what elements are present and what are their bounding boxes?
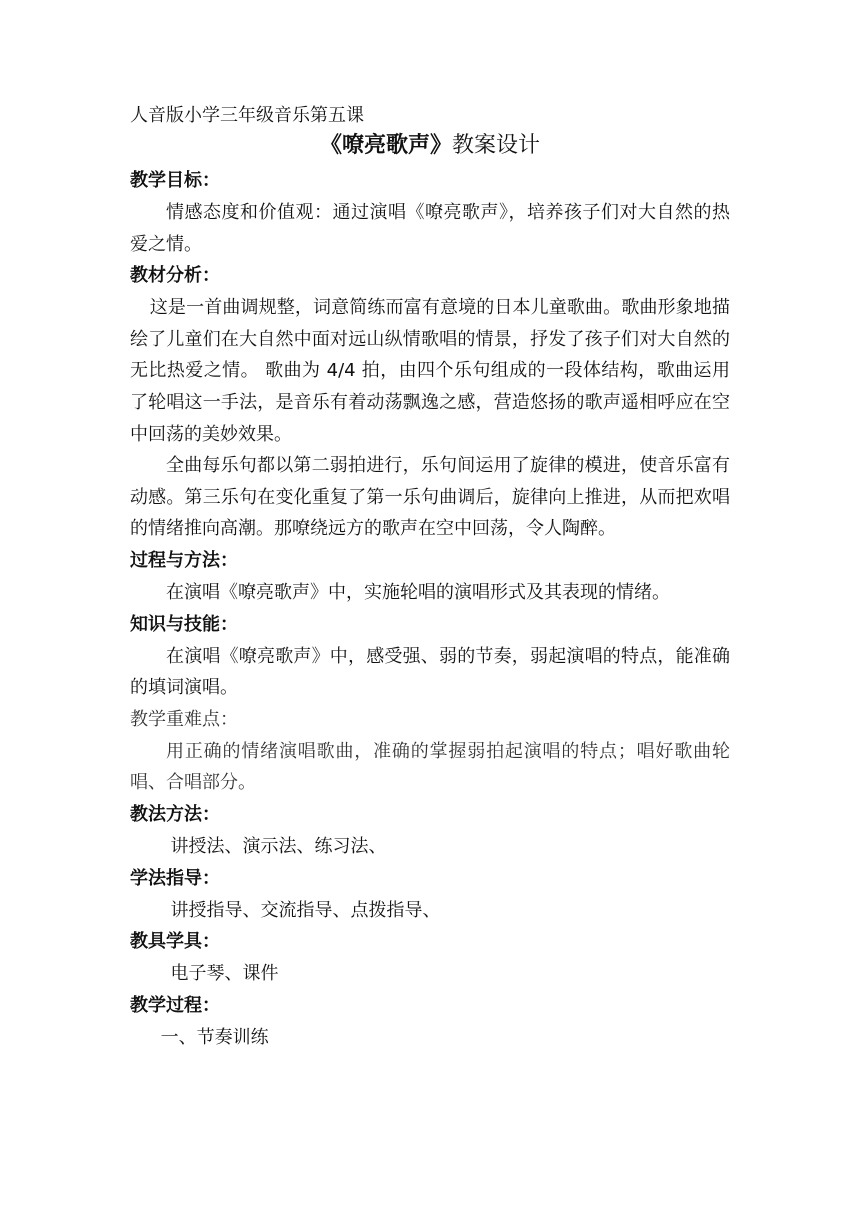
document-title — [130, 131, 730, 165]
learning-guidance-text: 讲授指导、交流指导、点拨指导、 — [170, 899, 441, 921]
knowledge-skill-text: 在演唱《嘹亮歌声》中，感受强、弱的节奏，弱起演唱的特点，能准确的填词演唱。 — [130, 645, 730, 699]
teaching-methods-heading: 教法方法： — [130, 803, 220, 825]
section-key-points — [130, 704, 730, 799]
lesson-plan-document — [130, 103, 730, 1053]
section-knowledge-skill — [130, 609, 730, 704]
section-analysis — [130, 260, 730, 545]
analysis-heading: 教材分析： — [130, 265, 220, 287]
course-line: 人音版小学三年级音乐第五课 — [130, 105, 364, 126]
title-suffix: 教案设计 — [452, 133, 541, 158]
section-procedure — [130, 990, 730, 1054]
section-teaching-methods — [130, 799, 730, 863]
analysis-paragraph-2: 全曲每乐句都以第二弱拍进行，乐句间运用了旋律的模进，使音乐富有动感。第三乐句在变化重复了第一乐句曲调后，旋律向上推进，从而把欢唱的情绪推向高潮。那嘹绕远方的歌声在空中回荡，令人陶醉。 — [130, 455, 730, 540]
section-objectives — [130, 165, 730, 260]
knowledge-skill-heading: 知识与技能： — [130, 613, 238, 635]
objectives-text: 情感态度和价值观：通过演唱《嘹亮歌声》，培养孩子们对大自然的热爱之情。 — [130, 202, 730, 255]
procedure-heading: 教学过程： — [130, 994, 220, 1016]
process-method-heading: 过程与方法： — [130, 549, 238, 571]
key-points-text: 用正确的情绪演唱歌曲，准确的掌握弱拍起演唱的特点；唱好歌曲轮唱、合唱部分。 — [130, 740, 730, 794]
objectives-heading: 教学目标： — [130, 170, 220, 191]
learning-guidance-heading: 学法指导： — [130, 867, 220, 889]
section-tools — [130, 926, 730, 990]
title-song: 《嘹亮歌声》 — [319, 133, 452, 158]
tools-text: 电子琴、课件 — [170, 963, 279, 985]
key-points-heading: 教学重难点： — [130, 708, 238, 730]
tools-heading: 教具学具： — [130, 931, 220, 953]
section-learning-guidance — [130, 863, 730, 927]
process-method-text: 在演唱《嘹亮歌声》中，实施轮唱的演唱形式及其表现的情绪。 — [166, 581, 670, 603]
section-process-method — [130, 545, 730, 609]
teaching-methods-text: 讲授法、演示法、练习法、 — [170, 835, 387, 857]
analysis-paragraph-1: 这是一首曲调规整，词意简练而富有意境的日本儿童歌曲。歌曲形象地描绘了儿童们在大自然中面对远山纵情歌唱的情景，抒发了孩子们对大自然的无比热爱之情。 歌曲为 4/4 拍，由四个乐句组成的一段体结构，歌曲运用了轮唱这一手法，是音乐有着动荡飘逸之感，营造悠扬的歌声遥相呼应在空中回荡的美妙效果。 — [130, 297, 730, 445]
procedure-step-1: 一、节奏训练 — [160, 1026, 269, 1048]
